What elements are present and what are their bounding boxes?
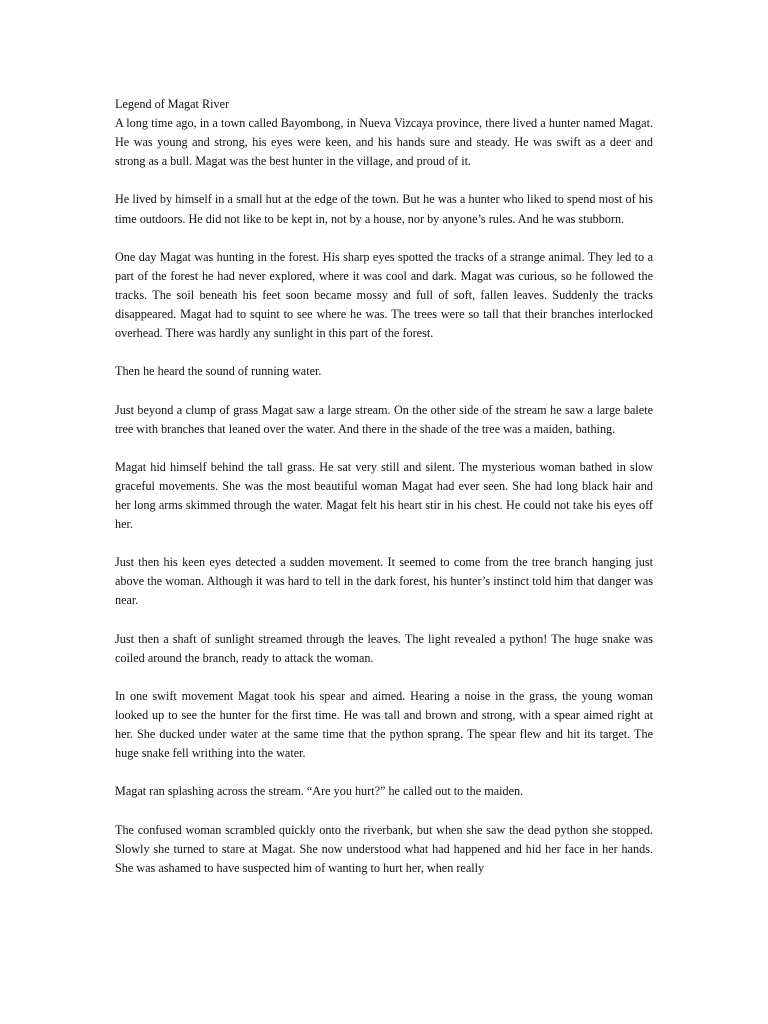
paragraph-8: Just then a shaft of sunlight streamed through the leaves. The light revealed a python! The huge snake was coiled around the branch, ready to attack the woman. [115, 631, 653, 665]
paragraph-7: Just then his keen eyes detected a sudden movement. It seemed to come from the tree branch hanging just above the woman. Although it was hard to tell in the dark forest, his hunter’s instinct told him that danger was near. [115, 555, 653, 608]
paragraph-2: He lived by himself in a small hut at the edge of the town. But he was a hunter who liked to spend most of his time outdoors. He did not like to be kept in, not by a house, nor by anyone’s rules. And he was stubborn. [115, 192, 653, 226]
document-title: Legend of Magat River [115, 97, 230, 111]
paragraph-9: In one swift movement Magat took his spear and aimed. Hearing a noise in the grass, the young woman looked up to see the hunter for the first time. He was tall and brown and strong, with a spear aimed right at her. She ducked under water at the same time that the python sprang. The spear flew and hit its target. The huge snake fell writhing into the water. [115, 688, 653, 761]
paragraph-5: Just beyond a clump of grass Magat saw a large stream. On the other side of the stream he saw a large balete tree with branches that leaned over the water. And there in the shade of the tree was a maiden, bathing. [115, 402, 653, 436]
paragraph-3: One day Magat was hunting in the forest. His sharp eyes spotted the tracks of a strange animal. They led to a part of the forest he had never explored, where it was cool and dark. Magat was curious, so he followed the tracks. The soil beneath his feet soon became mossy and full of soft, fallen leaves. Suddenly the tracks disappeared. Magat had to squint to see where he was. The trees were so tall that their branches interlocked overhead. There was hardly any sunlight in this part of the forest. [115, 249, 653, 341]
paragraph-11: The confused woman scrambled quickly onto the riverbank, but when she saw the dead python she stopped. Slowly she turned to stare at Magat. She now understood what had happened and hid her face in her hands. She was ashamed to have suspected him of wanting to hurt her, when really [115, 822, 653, 875]
paragraph-4: Then he heard the sound of running water. [115, 364, 322, 379]
document-body [115, 95, 653, 878]
paragraph-1: A long time ago, in a town called Bayombong, in Nueva Vizcaya province, there lived a hunter named Magat. He was young and strong, his eyes were keen, and his hands sure and steady. He was swift as a deer and strong as a bull. Magat was the best hunter in the village, and proud of it. [115, 116, 653, 169]
paragraph-10: Magat ran splashing across the stream. “Are you hurt?” he called out to the maiden. [115, 784, 524, 799]
paragraph-6: Magat hid himself behind the tall grass. He sat very still and silent. The mysterious woman bathed in slow graceful movements. She was the most beautiful woman Magat had ever seen. She had long black hair and her long arms skimmed through the water. Magat felt his heart stir in his chest. He could not take his eyes off her. [115, 459, 653, 532]
